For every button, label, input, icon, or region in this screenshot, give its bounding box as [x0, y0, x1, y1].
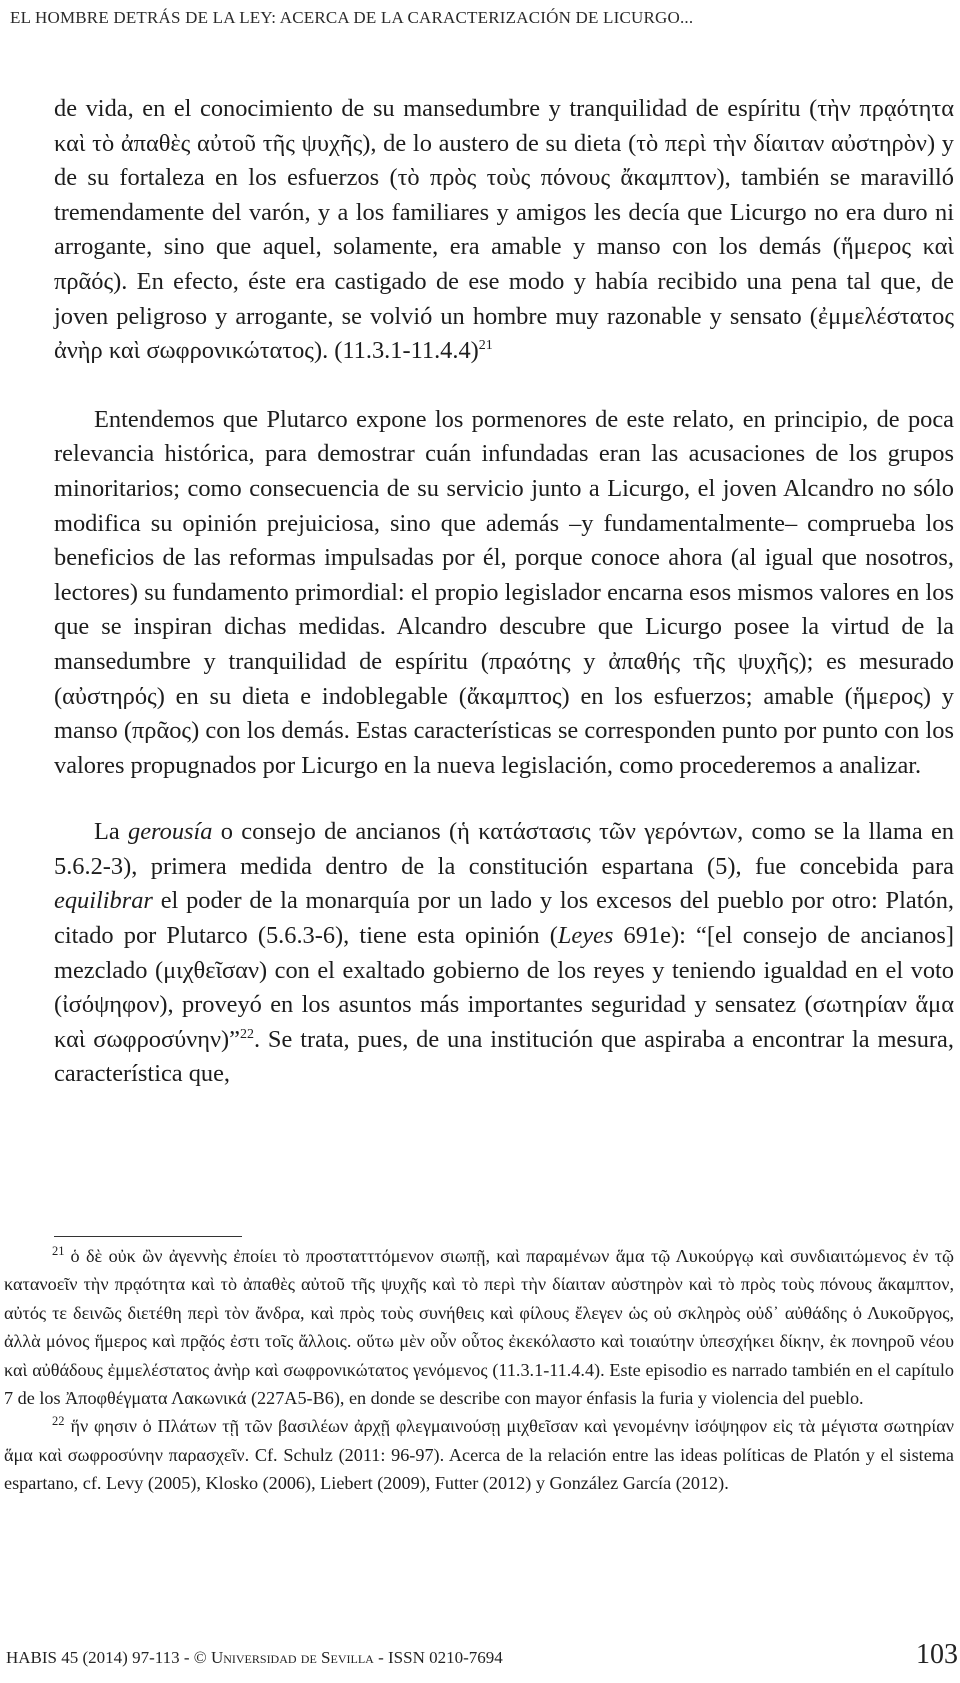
quote-text: de vida, en el conocimiento de su mansedumbre y tranquilidad de espíritu (τὴν πρᾳότητα καὶ τὸ ἀπαθὲς αὐτοῦ τῆς ψυχῆς), de lo austero de su dieta (τὸ περὶ τὴν δίαιταν αὐστηρὸν) y de su fortaleza en los esfuerzos (τὸ πρὸς τοὺς πόνους ἄκαμπτον), también se maravilló tremendamente del varón, y a los familiares y amigos les decía que Licurgo no era duro ni arrogante, sino que aquel, solamente, era amable y manso con los demás (ἥμερος καὶ πρᾶός). En efecto, éste era castigado de ese modo y había recibido una pena tal que, de joven peligroso y arrogante, se volvió un hombre muy razonable y sensato (ἐμμελέστατος ἀνὴρ καὶ σωφρονικώτατος). (11.3.1-11.4.4): [54, 95, 954, 365]
publisher-name: Universidad de Sevilla: [210, 1648, 374, 1667]
footnotes: [4, 1242, 954, 1498]
italic-term-gerousia: gerousía: [128, 818, 213, 846]
footnote-number: 22: [52, 1414, 65, 1429]
running-head: EL HOMBRE DETRÁS DE LA LEY: ACERCA DE LA CARACTERIZACIÓN DE LICURGO...: [10, 8, 694, 27]
footnote-text: ἥν φησιν ὁ Πλάτων τῇ τῶν βασιλέων ἀρχῇ φλεγμαινούσῃ μιχθεῖσαν καὶ γενομένην ἰσόψηφον εἰς τὰ μέγιστα σωτηρίαν ἅμα καὶ σωφροσύνην παρασχεῖν. Cf. Schulz (2011: 96-97). Acerca de la relación entre las ideas políticas de Platón y el sistema espartano, cf. Levy (2005), Klosko (2006), Liebert (2009), Futter (2012) y González García (2012).: [4, 1416, 954, 1494]
paragraph-gerousia: [54, 815, 954, 1092]
footnote-21: [4, 1242, 954, 1412]
quote-continuation: [54, 92, 954, 369]
footnote-22: [4, 1412, 954, 1497]
footnote-divider: [54, 1236, 242, 1237]
italic-title-leyes: Leyes: [557, 922, 614, 950]
footnote-ref-21[interactable]: 21: [478, 338, 493, 354]
page-number: 103: [916, 1639, 958, 1670]
text-run: o consejo de ancianos (ἡ κατάστασις τῶν γερόντων, como se la llama en 5.6.2-3), primera medida dentro de la constitución espartana (5), fue concebida para: [54, 818, 954, 880]
footnote-number: 21: [52, 1243, 65, 1258]
text-run: 691e): “[el consejo de ancianos] mezclado (μιχθεῖσαν) con el exaltado gobierno de los reyes y teniendo igualdad en el voto (ἰσόψηφον), proveyó en los asuntos más importantes seguridad y sensatez (σωτηρίαν ἅμα καὶ σωφροσύνην)”: [54, 922, 954, 1053]
footnote-ref-22[interactable]: 22: [239, 1026, 254, 1042]
text-run: el poder de la monarquía por un lado y los excesos del pueblo por otro: Platón, citado por Plutarco (5.6.3-6), tiene esta opinión (: [54, 887, 954, 950]
running-foot: [6, 1648, 503, 1668]
paragraph-analysis: Entendemos que Plutarco expone los pormenores de este relato, en principio, de poca relevancia histórica, para demostrar cuán infundadas eran las acusaciones de los grupos minoritarios; como consecuencia de su servicio junto a Licurgo, el joven Alcandro no sólo modifica su opinión prejuiciosa, sino que además –y fundamentalmente– comprueba los beneficios de las reformas impulsadas por él, porque conoce ahora (al igual que nosotros, lectores) su fundamento primordial: el propio legislador encarna esos mismos valores en los que se inspiran dichas medidas. Alcandro descubre que Licurgo posee la virtud de la mansedumbre y tranquilidad de espíritu (πραότης y ἀπαθής τῆς ψυχῆς); es mesurado (αὐστηρός) en su dieta e indoblegable (ἄκαμπτος) en los esfuerzos; amable (ἥμερος) y manso (πρᾶος) con los demás. Estas características se corresponden punto por punto con los valores propugnados por Licurgo en la nueva legislación, como procederemos a analizar.: [54, 405, 954, 779]
text-run: . Se trata, pues, de una institución que aspiraba a encontrar la mesura, característica que,: [54, 1025, 954, 1088]
issn: - ISSN 0210-7694: [373, 1648, 503, 1667]
main-text: [54, 92, 954, 1092]
text-run: La: [94, 818, 129, 846]
footnote-text: ὁ δὲ οὐκ ὢν ἀγεννὴς ἐποίει τὸ προστατττόμενον σιωπῇ, καὶ παραμένων ἅμα τῷ Λυκούργῳ καὶ συνδιαιτώμενος ἐν τῷ κατανοεῖν τὴν πρᾳότητα καὶ τὸ ἀπαθὲς αὐτοῦ τῆς ψυχῆς καὶ τὸ περὶ τὴν δίαιταν αὐστηρὸν καὶ τὸ πρὸς τοὺς πόνους ἄκαμπτον, αὐτός τε δεινῶς διετέθη περὶ τὸν ἄνδρα, καὶ πρὸς τοὺς συνήθεις καὶ φίλους ἔλεγεν ὡς οὐ σκληρὸς οὐδ᾽ αὐθάδης ὁ Λυκοῦργος, ἀλλὰ μόνος ἥμερος καὶ πρᾷός ἐστι τοῖς ἄλλοις. οὕτω μὲν οὖν οὗτος ἐκεκόλαστο καὶ τοιαύτην ὑπεσχήκει δίκην, ἐκ πονηροῦ νέου καὶ αὐθάδους ἐμμελέστατος ἀνὴρ καὶ σωφρονικώτατος γενόμενος (11.3.1-11.4.4). Este episodio es narrado también en el capítulo 7 de los Ἀποφθέγματα Λακωνικά (227A5-B6), en donde se describe con mayor énfasis la furia y violencia del pueblo.: [4, 1246, 954, 1409]
journal-citation: HABIS 45 (2014) 97-113 - ©: [6, 1648, 211, 1667]
italic-term-equilibrar: equilibrar: [54, 887, 153, 915]
